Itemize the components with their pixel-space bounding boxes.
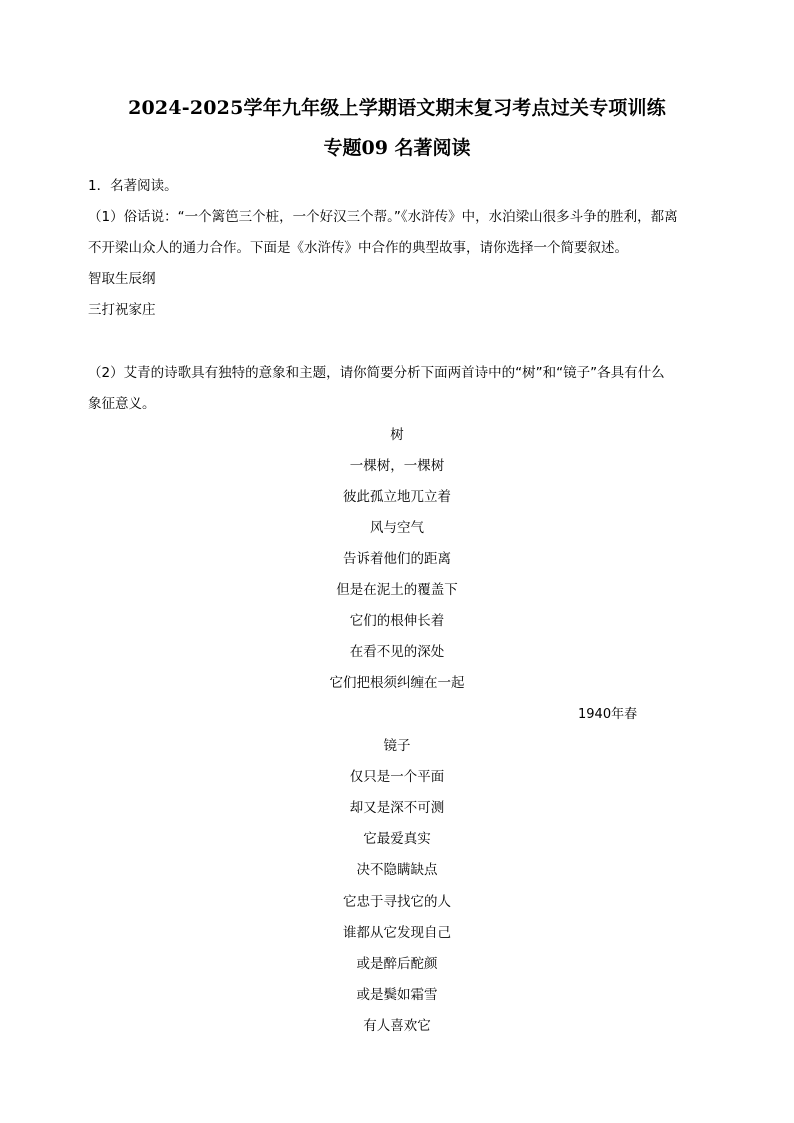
question-heading: 1．名著阅读。 [88,178,178,194]
poem-mirror-line: 仅只是一个平面 [349,769,445,785]
poem-tree-line: 它们的根伸长着 [349,613,445,629]
document-title: 2024-2025学年九年级上学期语文期末复习考点过关专项训练 [128,97,666,119]
poem-mirror-line: 它最爱真实 [363,831,431,847]
poem-mirror-line: 有人喜欢它 [363,1018,431,1034]
part1-text-line1: （1）俗话说：“一个篱笆三个桩，一个好汉三个帮。”《水浒传》中，水泊梁山很多斗争的胜利，都离 [88,209,678,225]
poem-tree-line: 彼此孤立地兀立着 [343,489,451,505]
poem-mirror-line: 它忠于寻找它的人 [343,894,451,910]
poem-mirror-line: 决不隐瞒缺点 [356,862,438,878]
poem-mirror-line: 谁都从它发现自己 [343,925,451,941]
poem-tree-line: 它们把根须纠缠在一起 [329,675,465,691]
poem-tree-line: 风与空气 [370,520,424,536]
part2-text-line1: （2）艾青的诗歌具有独特的意象和主题，请你简要分析下面两首诗中的“树”和“镜子”各具有什么 [88,365,665,381]
poem-tree-date: 1940年春 [578,707,638,722]
poem-mirror-title: 镜子 [383,738,411,754]
document-subtitle: 专题09 名著阅读 [323,137,471,159]
part2-text-line2: 象征意义。 [88,396,156,412]
story-option-1: 智取生辰纲 [88,271,156,287]
part1-text-line2: 不开梁山众人的通力合作。下面是《水浒传》中合作的典型故事，请你选择一个简要叙述。 [88,240,628,256]
poem-tree-line: 在看不见的深处 [349,644,445,660]
poem-tree-line: 告诉着他们的距离 [343,551,451,567]
poem-mirror-line: 或是醉后酡颜 [356,956,438,972]
poem-tree-line: 一棵树，一棵树 [349,458,445,474]
story-option-2: 三打祝家庄 [88,302,156,318]
poem-mirror-line: 却又是深不可测 [349,800,445,816]
poem-tree-line: 但是在泥土的覆盖下 [336,582,458,598]
poem-tree-title: 树 [390,427,404,443]
poem-mirror-line: 或是鬓如霜雪 [356,987,438,1003]
